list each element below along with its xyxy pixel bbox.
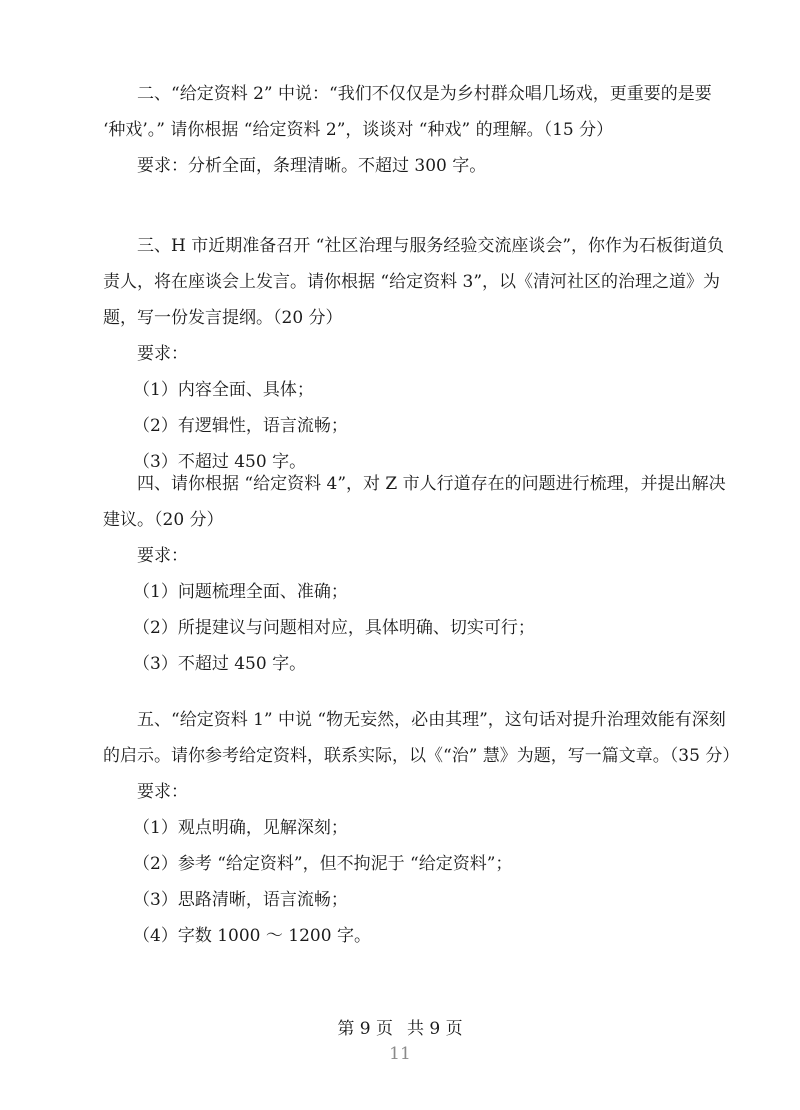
question-5-item-1: （1）观点明确，见解深刻；	[133, 818, 348, 838]
question-2	[103, 76, 712, 184]
question-2-requirement: 要求：分析全面，条理清晰。不超过 300 字。	[137, 156, 487, 176]
question-5-item-4: （4）字数 1000 ～ 1200 字。	[133, 926, 371, 946]
question-3-item-2: （2）有逻辑性，语言流畅；	[133, 416, 348, 436]
question-3	[103, 228, 725, 480]
question-5-item-2: （2）参考 “给定资料”，但不拘泥于 “给定资料”；	[133, 854, 513, 874]
question-5-requirement: 要求：	[137, 782, 188, 802]
question-4-item-2: （2）所提建议与问题相对应，具体明确、切实可行；	[133, 618, 535, 638]
question-4-line-1: 四、请你根据 “给定资料 4”，对 Z 市人行道存在的问题进行梳理，并提出解决	[137, 474, 726, 494]
question-3-item-3: （3）不超过 450 字。	[133, 452, 307, 472]
question-3-item-1: （1）内容全面、具体；	[133, 380, 314, 400]
question-5	[103, 702, 740, 954]
question-3-requirement: 要求：	[137, 344, 188, 364]
question-5-line-2: 的启示。请你参考给定资料，联系实际，以《“治” 慧》为题，写一篇文章。（35 分）	[103, 746, 740, 766]
question-3-line-3: 题，写一份发言提纲。（20 分）	[103, 308, 343, 328]
question-5-item-3: （3）思路清晰，语言流畅；	[133, 890, 348, 910]
question-3-line-1: 三、H 市近期准备召开 “社区治理与服务经验交流座谈会”，你作为石板街道负	[137, 236, 725, 256]
question-2-line-2: ‘种戏’。” 请你根据 “给定资料 2”，谈谈对 “种戏” 的理解。（15 分）	[103, 120, 614, 140]
page-current: 第 9 页	[337, 1019, 393, 1039]
question-2-line-1: 二、“给定资料 2” 中说：“我们不仅仅是为乡村群众唱几场戏，更重要的是要	[137, 84, 712, 104]
question-4-item-3: （3）不超过 450 字。	[133, 654, 307, 674]
question-3-line-2: 责人，将在座谈会上发言。请你根据 “给定资料 3”，以《清河社区的治理之道》为	[103, 272, 721, 292]
question-4	[103, 466, 726, 682]
question-5-line-1: 五、“给定资料 1” 中说 “物无妄然，必由其理”，这句话对提升治理效能有深刻	[137, 710, 726, 730]
page-total: 共 9 页	[407, 1019, 463, 1039]
page-indicator	[0, 1014, 800, 1039]
question-4-requirement: 要求：	[137, 546, 188, 566]
question-4-line-2: 建议。（20 分）	[103, 510, 224, 530]
page-number: 11	[389, 1044, 411, 1064]
question-4-item-1: （1）问题梳理全面、准确；	[133, 582, 348, 602]
